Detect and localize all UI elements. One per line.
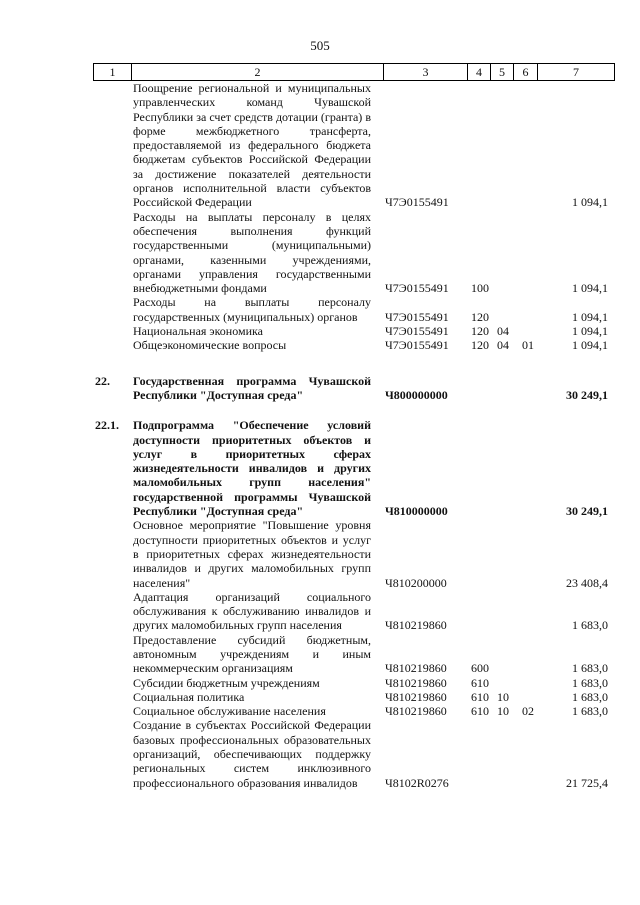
table-row: [0, 374, 640, 403]
row-vr: 120: [471, 338, 489, 353]
table-row: [0, 210, 640, 296]
row-name: Поощрение региональной и муниципальных управленческих команд Чувашской Республики за счет средств дотации (гранта) в форме межбюджетного трансферта, предоставляемой из федерального бюджета бюджетам субъектов Российской Федерации за достижение показателей деятельности органов исполнительной власти субъектов Российской Федерации: [133, 81, 371, 210]
table-row: [0, 690, 640, 704]
row-name: Расходы на выплаты персоналу в целях обеспечения выполнения функций государственными (муниципальными) органами, казенными учреждениями, органами управления государственными внебюджетными фондами: [133, 209, 371, 296]
row-vr: 100: [471, 281, 489, 296]
row-sum: 1 683,0: [572, 704, 608, 719]
row-sum: 1 683,0: [572, 689, 608, 704]
table-header: [93, 63, 615, 81]
row-vr: 120: [471, 309, 489, 324]
row-code: Ч810000000: [385, 504, 448, 519]
row-code: Ч800000000: [385, 387, 448, 402]
row-vr: 610: [471, 704, 489, 719]
row-code: Ч7Э0155491: [385, 195, 449, 210]
row-number: 22.: [95, 373, 110, 388]
row-pr: 02: [522, 704, 534, 719]
row-rz: 04: [497, 338, 509, 353]
row-vr: 610: [471, 689, 489, 704]
table-row: [0, 295, 640, 324]
row-code: Ч810219860: [385, 675, 447, 690]
row-name: Основное мероприятие "Повышение уровня доступности приоритетных объектов и услуг в приоритетных сферах жизнедеятельности инвалидов и других маломобильных групп населения": [133, 518, 371, 590]
header-col-4: 4: [467, 64, 490, 80]
row-name: Предоставление субсидий бюджетным, автономным учреждениям и иным некоммерческим организациям: [133, 632, 371, 676]
row-code: Ч7Э0155491: [385, 281, 449, 296]
row-sum: 1 683,0: [572, 675, 608, 690]
row-sum: 1 094,1: [572, 195, 608, 210]
table-row: [0, 518, 640, 589]
table-row: [0, 81, 640, 210]
row-code: Ч810219860: [385, 618, 447, 633]
row-sum: 1 094,1: [572, 309, 608, 324]
row-sum: 1 683,0: [572, 618, 608, 633]
row-code: Ч810200000: [385, 575, 447, 590]
row-name: Национальная экономика: [133, 324, 263, 339]
row-code: Ч810219860: [385, 661, 447, 676]
table-row: [0, 338, 640, 352]
row-code: Ч810219860: [385, 704, 447, 719]
table-row: [0, 324, 640, 338]
row-pr: 01: [522, 338, 534, 353]
row-code: Ч810219860: [385, 689, 447, 704]
row-code: Ч8102R0276: [385, 775, 449, 790]
header-col-1: 1: [93, 64, 131, 80]
row-number: 22.1.: [95, 418, 119, 433]
row-sum: 1 094,1: [572, 281, 608, 296]
row-rz: 10: [497, 704, 509, 719]
header-col-7: 7: [537, 64, 615, 80]
header-col-3: 3: [383, 64, 467, 80]
row-name: Общеэкономические вопросы: [133, 338, 287, 353]
row-code: Ч7Э0155491: [385, 324, 449, 339]
row-sum: 23 408,4: [566, 575, 608, 590]
table-row: [0, 718, 640, 789]
row-sum: 1 094,1: [572, 338, 608, 353]
table-row: [0, 418, 640, 518]
row-name: Государственная программа Чувашской Республики "Доступная среда": [133, 373, 371, 402]
row-rz: 04: [497, 324, 509, 339]
table-body: [0, 81, 640, 790]
table-row: [0, 704, 640, 718]
row-sum: 21 725,4: [566, 775, 608, 790]
row-sum: 30 249,1: [566, 387, 608, 402]
row-sum: 30 249,1: [566, 504, 608, 519]
row-name: Подпрограмма "Обеспечение условий доступности приоритетных объектов и услуг в приоритетных сферах жизнедеятельности инвалидов и других маломобильных групп населения" государственной программы Чувашской Республики "Доступная среда": [133, 418, 371, 519]
header-col-2: 2: [131, 64, 383, 80]
row-name: Расходы на выплаты персоналу государственных (муниципальных) органов: [133, 295, 371, 324]
table-row: [0, 633, 640, 676]
row-name: Социальная политика: [133, 689, 245, 704]
header-col-5: 5: [490, 64, 513, 80]
row-rz: 10: [497, 689, 509, 704]
header-col-6: 6: [513, 64, 537, 80]
row-name: Социальное обслуживание населения: [133, 704, 326, 719]
row-vr: 610: [471, 675, 489, 690]
page-number: 505: [310, 38, 330, 53]
row-vr: 120: [471, 324, 489, 339]
table-row: [0, 676, 640, 690]
row-vr: 600: [471, 661, 489, 676]
row-code: Ч7Э0155491: [385, 309, 449, 324]
table-row: [0, 590, 640, 633]
row-name: Адаптация организаций социального обслуживания к обслуживанию инвалидов и других маломобильных групп населения: [133, 589, 371, 633]
row-sum: 1 683,0: [572, 661, 608, 676]
row-code: Ч7Э0155491: [385, 338, 449, 353]
row-name: Создание в субъектах Российской Федерации базовых профессиональных образовательных организаций, обеспечивающих поддержку региональных систем инклюзивного профессионального образования инвалидов: [133, 718, 371, 790]
row-name: Субсидии бюджетным учреждениям: [133, 675, 320, 690]
row-sum: 1 094,1: [572, 324, 608, 339]
